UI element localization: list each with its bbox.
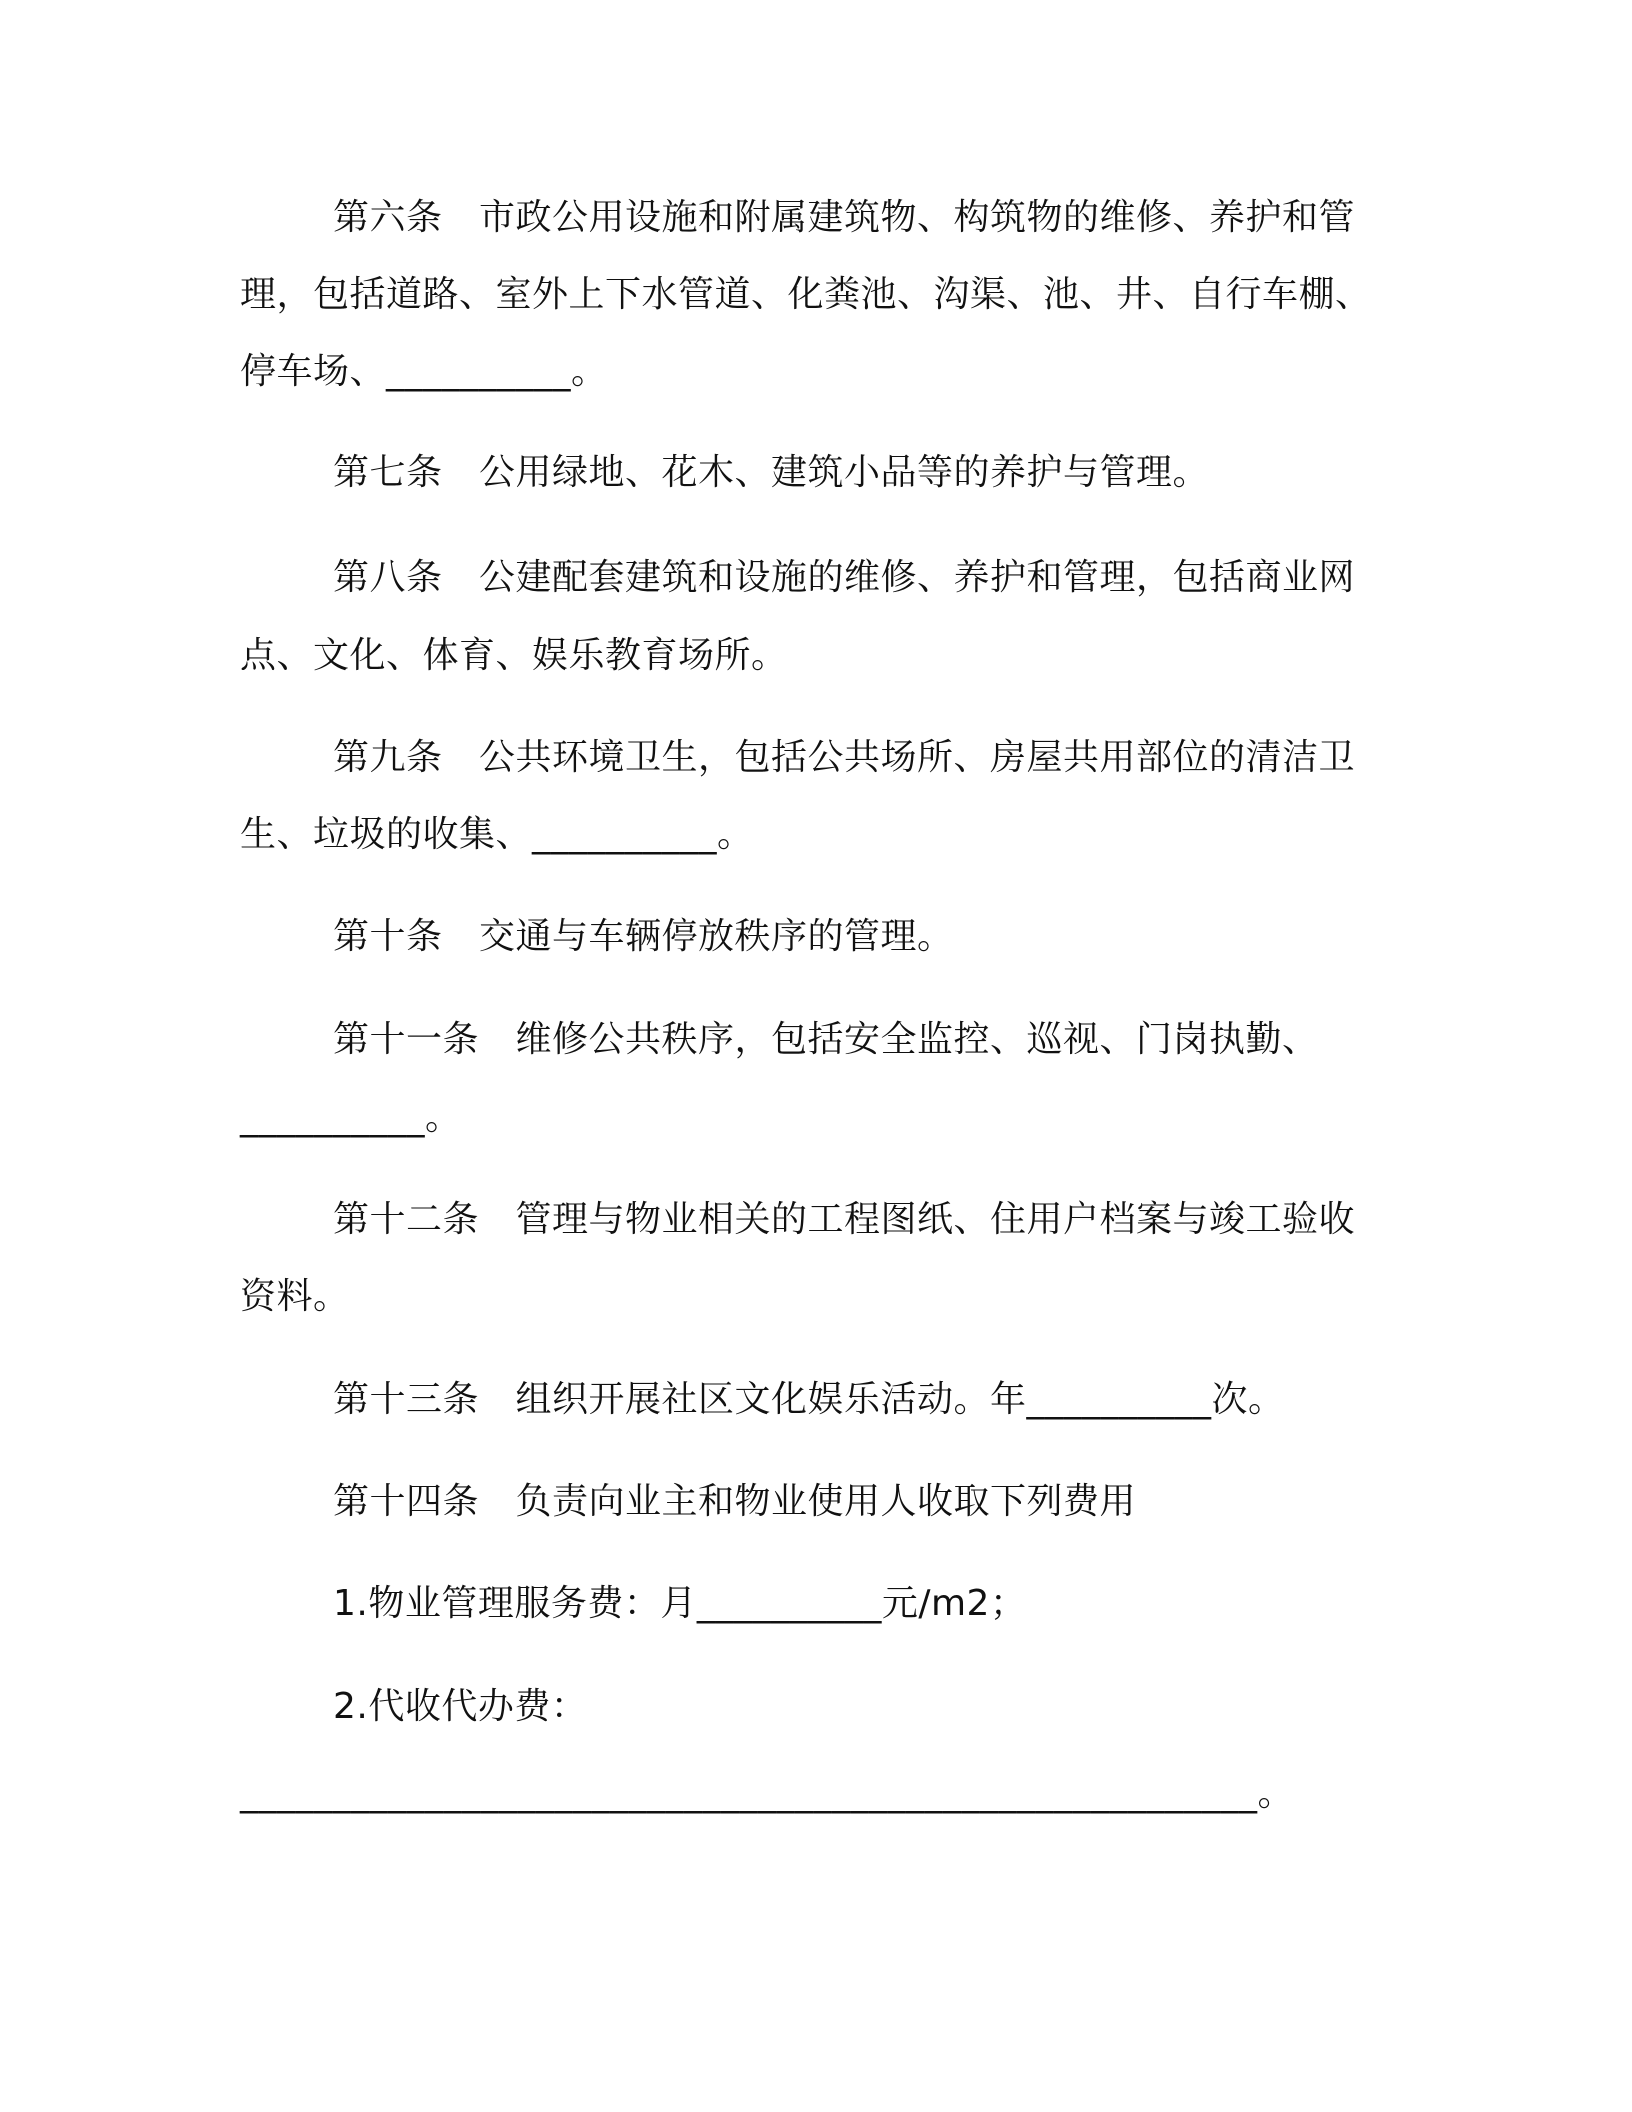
fee-item-2-blank: _______________________________________________________。 bbox=[240, 1773, 1294, 1814]
article-8-line-1: 第八条 公建配套建筑和设施的维修、养护和管理，包括商业网 bbox=[333, 557, 1356, 598]
article-13-line-1: 第十三条 组织开展社区文化娱乐活动。年__________次。 bbox=[333, 1379, 1285, 1420]
article-9-line-2: 生、垃圾的收集、__________。 bbox=[240, 814, 754, 855]
fee-item-1: 1.物业管理服务费：月__________元/m2； bbox=[333, 1583, 1027, 1624]
article-6-line-3: 停车场、__________。 bbox=[240, 351, 608, 392]
article-6-line-1: 第六条 市政公用设施和附属建筑物、构筑物的维修、养护和管 bbox=[333, 197, 1356, 238]
article-11-line-2: __________。 bbox=[240, 1097, 462, 1138]
article-6-line-2: 理，包括道路、室外上下水管道、化粪池、沟渠、池、井、自行车棚、 bbox=[240, 274, 1372, 315]
article-7-line-1: 第七条 公用绿地、花木、建筑小品等的养护与管理。 bbox=[333, 452, 1210, 493]
article-12-line-2: 资料。 bbox=[240, 1276, 350, 1317]
article-12-line-1: 第十二条 管理与物业相关的工程图纸、住用户档案与竣工验收 bbox=[333, 1199, 1356, 1240]
article-14-line-1: 第十四条 负责向业主和物业使用人收取下列费用 bbox=[333, 1481, 1137, 1522]
article-10-line-1: 第十条 交通与车辆停放秩序的管理。 bbox=[333, 916, 954, 957]
article-8-line-2: 点、文化、体育、娱乐教育场所。 bbox=[240, 635, 788, 676]
article-11-line-1: 第十一条 维修公共秩序，包括安全监控、巡视、门岗执勤、 bbox=[333, 1019, 1319, 1060]
article-9-line-1: 第九条 公共环境卫生，包括公共场所、房屋共用部位的清洁卫 bbox=[333, 737, 1356, 778]
fee-item-2: 2.代收代办费： bbox=[333, 1686, 588, 1727]
